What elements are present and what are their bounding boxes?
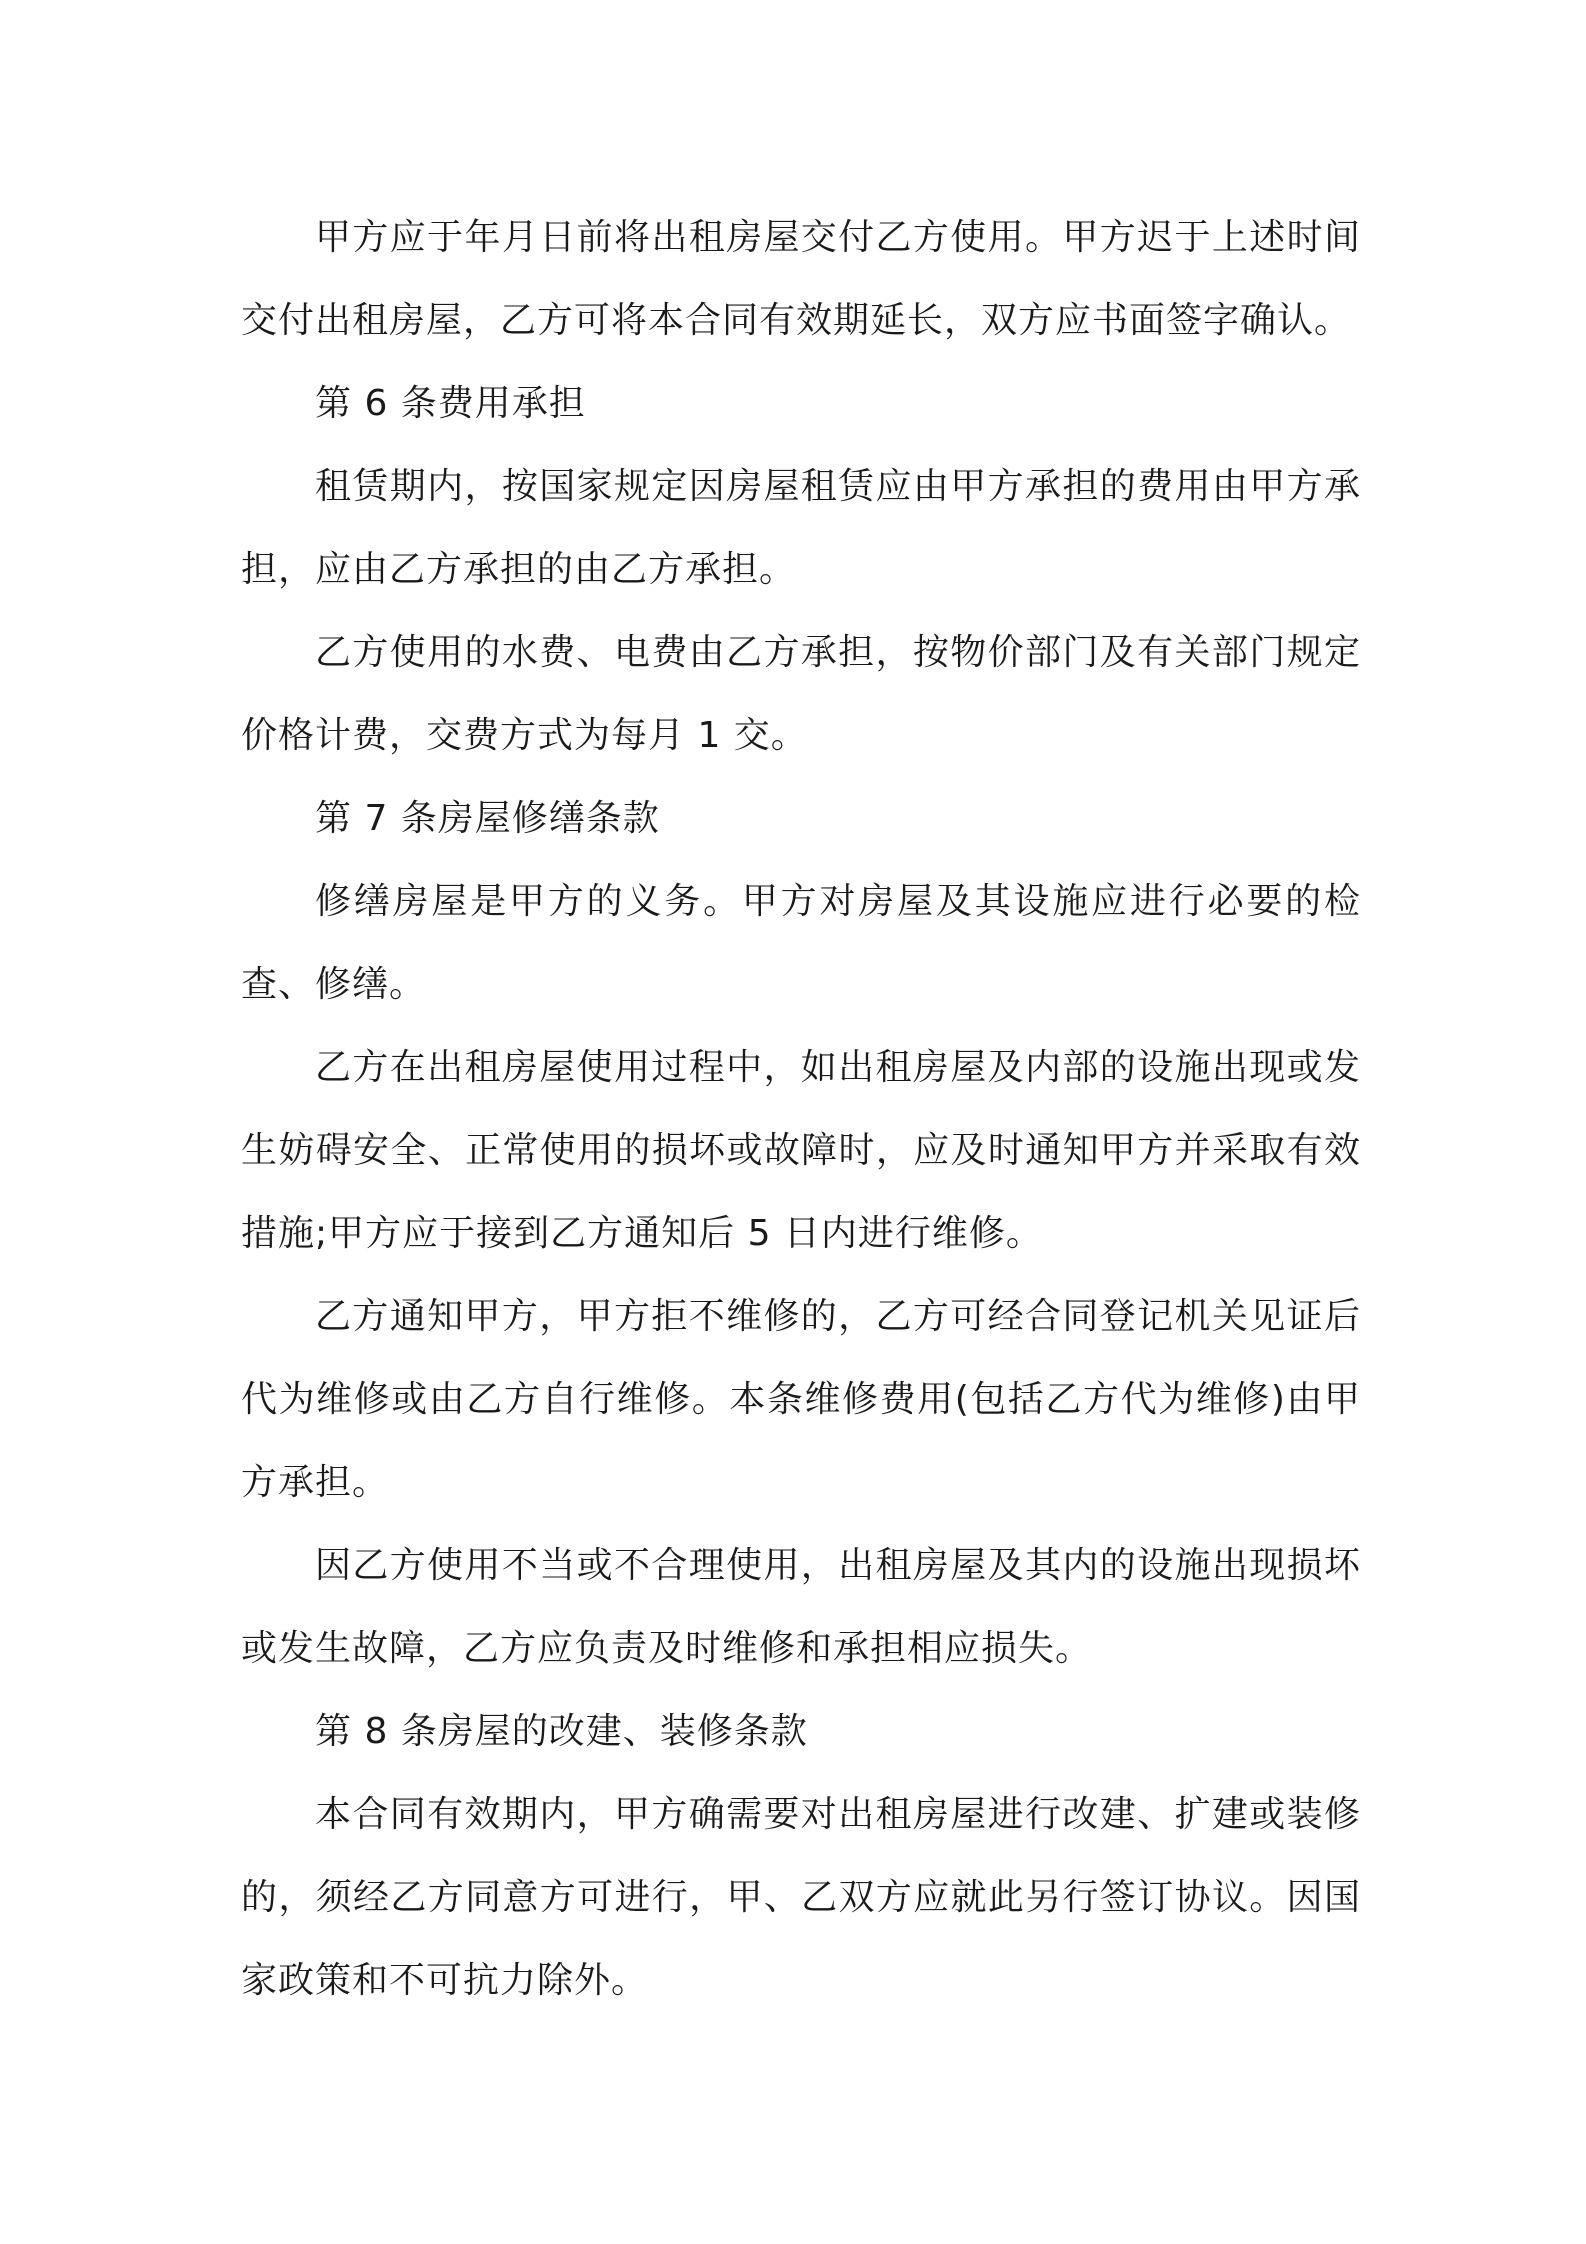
paragraph-repair-refusal: 乙方通知甲方，甲方拒不维修的，乙方可经合同登记机关见证后代为维修或由乙方自行维修。本条维修费用(包括乙方代为维修)由甲方承担。: [241, 1296, 1361, 1503]
paragraph-repair-duty: 修缮房屋是甲方的义务。甲方对房屋及其设施应进行必要的检查、修缮。: [241, 881, 1361, 1005]
heading-article-8: 第 8 条房屋的改建、装修条款: [315, 1711, 808, 1752]
heading-article-7: 第 7 条房屋修缮条款: [315, 798, 660, 839]
paragraph-fee-utilities: 乙方使用的水费、电费由乙方承担，按物价部门及有关部门规定价格计费，交费方式为每月 1 交。: [241, 632, 1361, 756]
paragraph-fee-landlord: 租赁期内，按国家规定因房屋租赁应由甲方承担的费用由甲方承担，应由乙方承担的由乙方承担。: [241, 466, 1361, 590]
paragraph-renovation: 本合同有效期内，甲方确需要对出租房屋进行改建、扩建或装修的，须经乙方同意方可进行，甲、乙双方应就此另行签订协议。因国家政策和不可抗力除外。: [241, 1794, 1361, 2001]
contract-body: [241, 196, 1361, 2022]
paragraph-repair-notice: 乙方在出租房屋使用过程中，如出租房屋及内部的设施出现或发生妨碍安全、正常使用的损坏或故障时，应及时通知甲方并采取有效措施;甲方应于接到乙方通知后 5 日内进行维修。: [241, 1047, 1361, 1254]
paragraph-delivery-terms: 甲方应于年月日前将出租房屋交付乙方使用。甲方迟于上述时间交付出租房屋，乙方可将本合同有效期延长，双方应书面签字确认。: [241, 217, 1361, 341]
paragraph-repair-tenant-fault: 因乙方使用不当或不合理使用，出租房屋及其内的设施出现损坏或发生故障，乙方应负责及时维修和承担相应损失。: [241, 1545, 1361, 1669]
heading-article-6: 第 6 条费用承担: [315, 383, 586, 424]
